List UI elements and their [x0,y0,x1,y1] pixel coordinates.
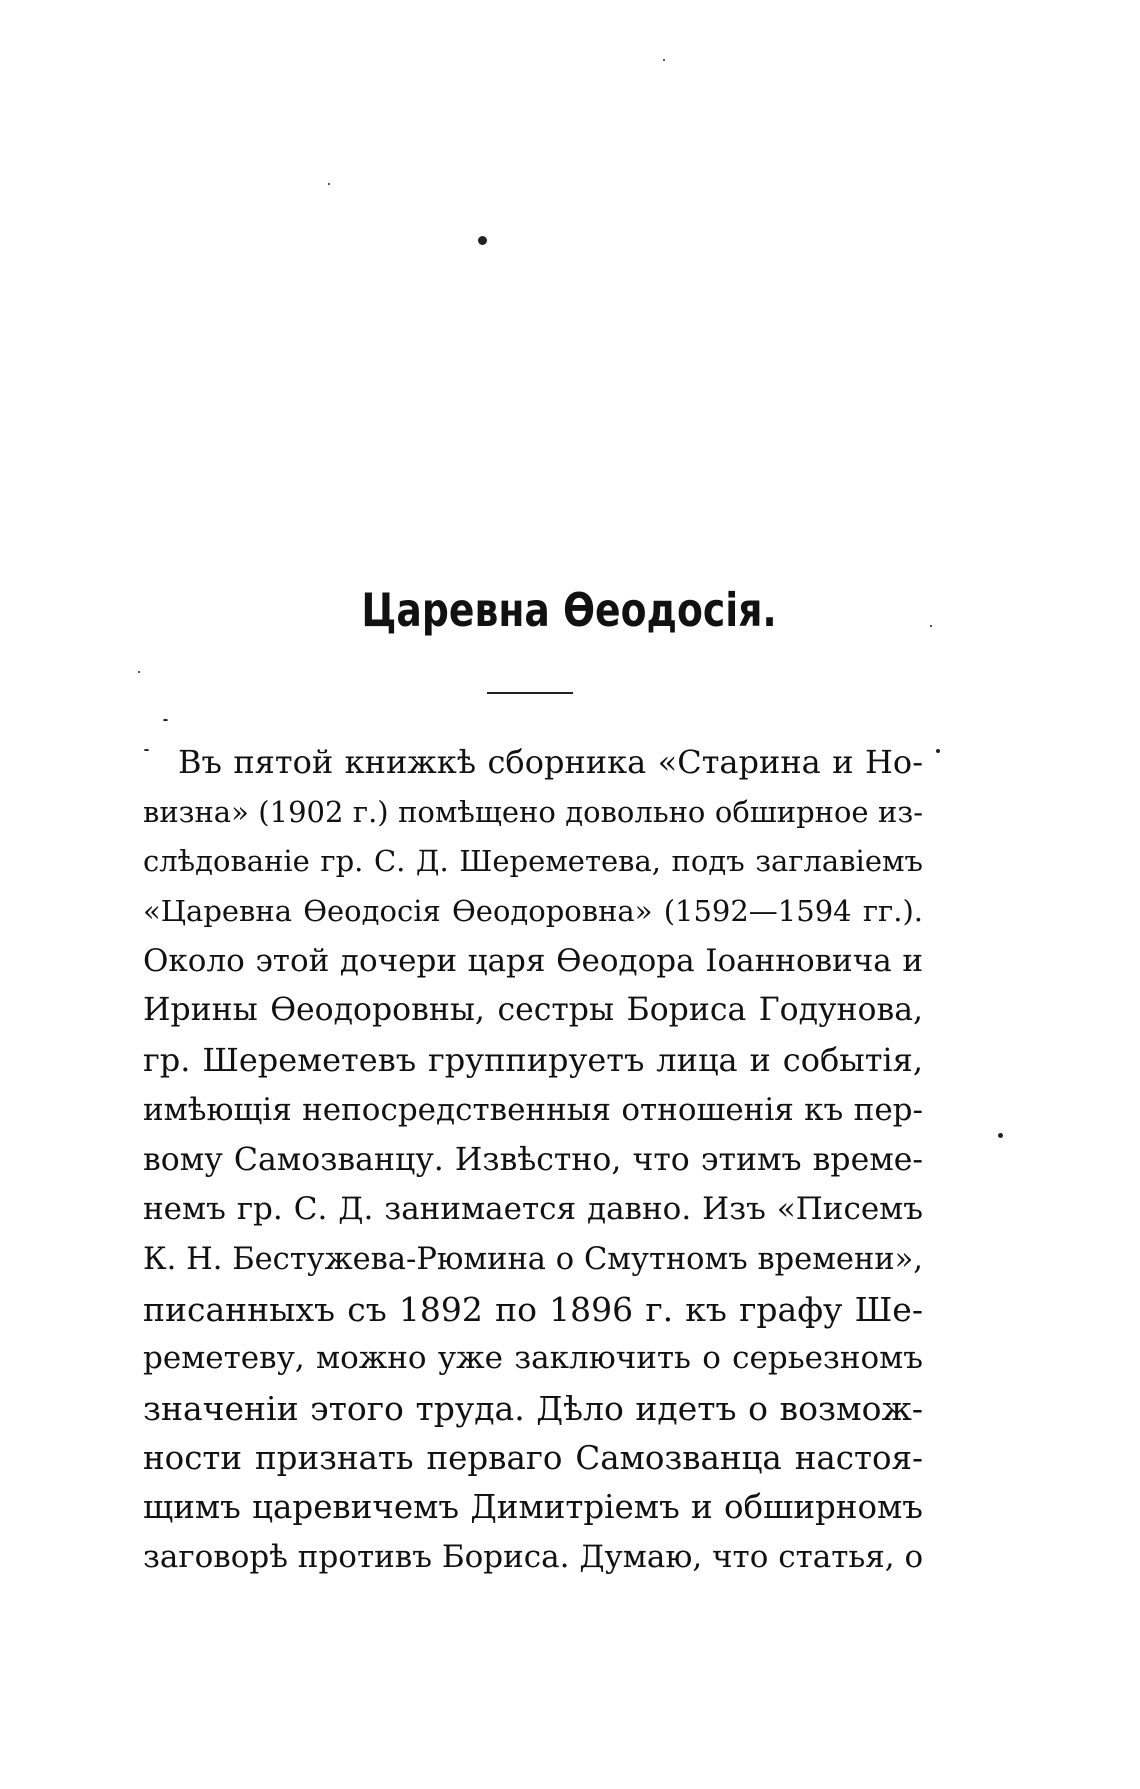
scan-speck [138,671,140,673]
text-line: щимъ царевичемъ Димитріемъ и обширномъ [143,1488,923,1527]
text-line: ности признать перваго Самозванца настоя- [143,1438,923,1477]
text-line: заговорѣ противъ Бориса. Думаю, что статья, о [143,1539,924,1575]
scan-speck [936,749,940,753]
text-line: Ирины Өеодоровны, сестры Бориса Годунова, [143,992,923,1029]
scan-speck [163,719,168,721]
scan-speck [328,183,330,185]
text-line: реметеву, можно уже заключить о серьезномъ [143,1340,923,1377]
text-line: слѣдованіе гр. С. Д. Шереметева, подъ заглавіемъ [143,844,923,879]
scan-speck [478,236,487,245]
text-line: значеніи этого труда. Дѣло идетъ о возмож- [143,1388,923,1428]
text-line: вому Самозванцу. Извѣстно, что этимъ време- [143,1141,923,1178]
body-paragraph [143,738,923,1583]
text-line: писанныхъ съ 1892 по 1896 г. къ графу Ше- [143,1289,923,1329]
text-line: имѣющія непосредственныя отношенія къ пер- [143,1091,923,1128]
title-divider [487,692,573,694]
chapter-title: Царевна Өеодосія. [361,583,777,637]
text-line: «Царевна Өеодосія Өеодоровна» (1592—1594 гг.). [143,894,923,929]
text-line: немъ гр. С. Д. занимается давно. Изъ «Писемъ [143,1191,923,1228]
text-line: визна» (1902 г.) помѣщено довольно обширное из- [143,794,923,829]
scan-speck [663,59,665,61]
text-line: гр. Шереметевъ группируетъ лица и событія, [143,1041,923,1080]
text-line: Въ пятой книжкѣ сборника «Старина и Но- [178,743,923,781]
scan-speck [998,1133,1003,1138]
text-line: Около этой дочери царя Өеодора Іоанновича и [143,942,923,979]
text-line: К. Н. Бестужева-Рюмина о Смутномъ времени», [143,1241,923,1277]
